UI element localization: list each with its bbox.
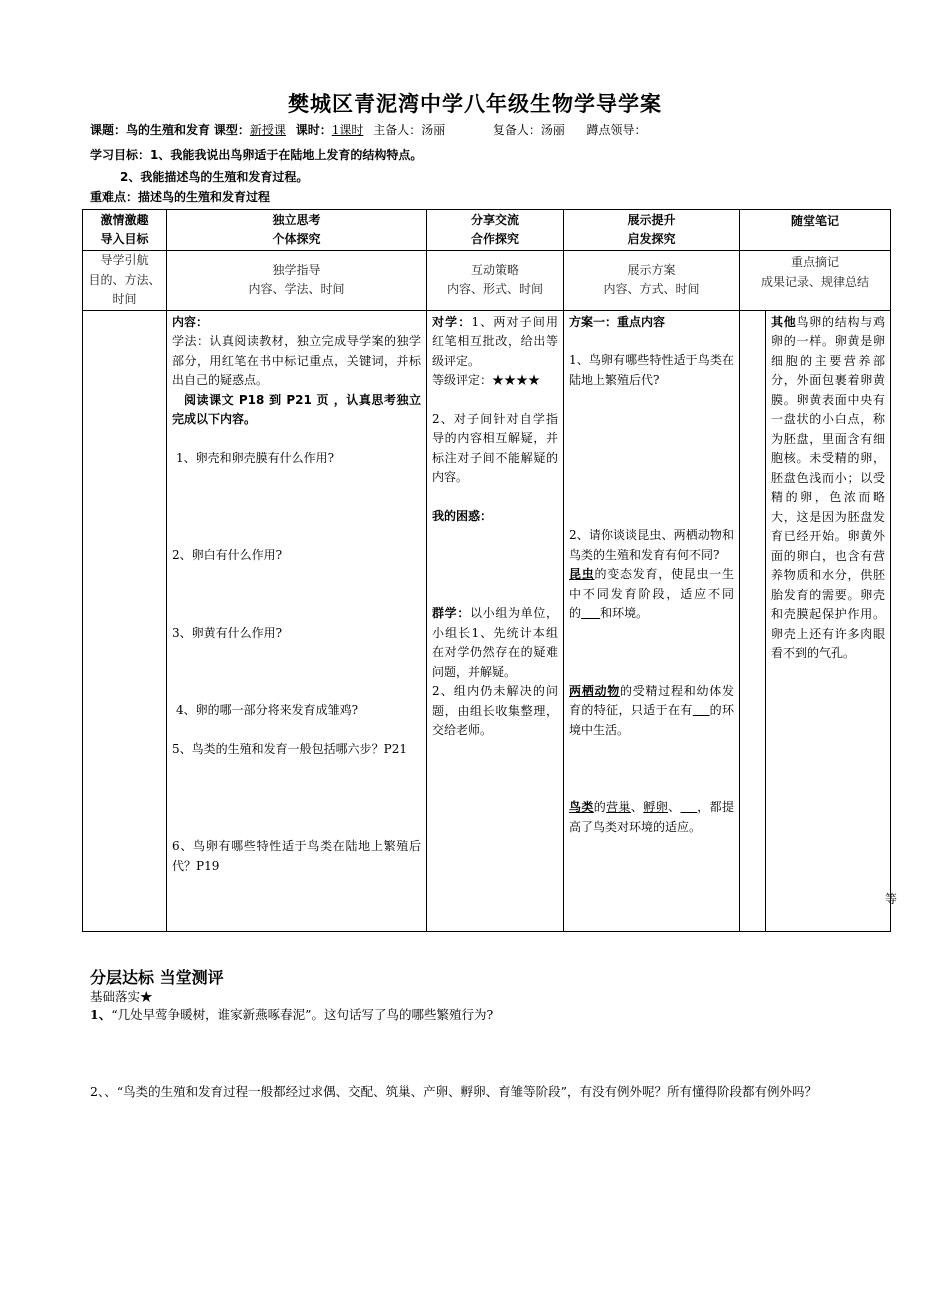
reviewer: 复备人：汤丽 (492, 123, 565, 137)
my-confusion: 我的困惑： (432, 508, 493, 523)
body-col1 (83, 310, 167, 931)
assessment-question-2: 2、、“鸟类的生殖和发育过程一般都经过求偶、交配、筑巢、产卵、孵卵、育雏等阶段”，有没有例外呢？所有懂得阶段都有例外吗？ (90, 1084, 817, 1099)
lesson-period: 1课时 (331, 123, 364, 137)
key-points: 重难点：描述鸟的生殖和发育过程 (90, 190, 271, 204)
objective-1: 学习目标：1、我能我说出鸟卵适于在陆地上发育的结构特点。 (90, 148, 423, 162)
amphibian-development: 两栖动物的受精过程和幼体发育的特征，只适于在有 的环境中生活。 (569, 683, 734, 737)
body-col4 (564, 310, 740, 931)
header-col2: 独立思考 个体探究 (167, 210, 427, 251)
question-4: 4、卵的哪一部分将来发育成雏鸡? (176, 703, 359, 717)
pair-study: 对学：1、两对子间用红笔相互批改，给出等级评定。 (432, 314, 558, 368)
header-col4: 展示提升 启发探究 (564, 210, 740, 251)
assessment-heading: 分层达标 当堂测评 (90, 968, 224, 987)
preparer: 主备人：汤丽 (373, 123, 446, 137)
grade-rating: 等级评定：★★★★ (432, 373, 541, 387)
topic-label: 课题： (90, 123, 127, 137)
table-subheader-row (83, 251, 891, 311)
insect-development: 昆虫的变态发育，使昆虫一生中不同发育阶段，适应不同的 和环境。 (569, 567, 734, 620)
question-2: 2、卵白有什么作用? (172, 548, 283, 562)
plan-question-2: 2、请你谈谈昆虫、两栖动物和鸟类的生殖和发育有何不同? (569, 528, 734, 562)
page-title: 樊城区青泥湾中学八年级生物学导学案 (288, 92, 662, 116)
subheader-col1: 导学引航 目的、方法、 时间 (83, 251, 167, 311)
question-6: 6、鸟卵有哪些特性适于鸟类在陆地上繁殖后代？P19 (172, 839, 421, 873)
question-1: 1、卵壳和卵壳膜有什么作用? (176, 450, 335, 465)
group-study-2: 2、组内仍未解决的问题，由组长收集整理，交给老师。 (432, 684, 558, 737)
pair-study-2: 2、对子间针对自学指导的内容相互解疑，并标注对子间不能解疑的内容。 (432, 411, 558, 484)
study-method: 学法：认真阅读教材，独立完成导学案的独学部分，用红笔在书中标记重点，关键词，并标出自己的疑惑点。 (172, 334, 421, 387)
body-col3 (427, 310, 564, 931)
other-notes: 其他鸟卵的结构与鸡卵的一样。卵黄是卵细胞的主要营养部分，外面包裹着卵黄膜。卵黄表面中央有一盘状的小白点，称为胚盘，里面含有细胞核。未受精的卵，胚盘色浅而小；以受精的卵，色浓而略大，这是因为胚盘发育已经开始。卵黄外面的卵白，也含有营养物质和水分，供胚胎发育的需要。卵壳和壳膜起保护作用。卵壳上还有许多肉眼看不到的气孔。 (771, 314, 886, 660)
group-study: 群学：以小组为单位，小组长1、先统计本组在对学仍然存在的疑难问题，并解疑。 (432, 606, 558, 679)
plan-question-1: 1、鸟卵有哪些特性适于鸟类在陆地上繁殖后代? (569, 353, 734, 387)
header-col1: 激情激趣 导入目标 (83, 210, 167, 251)
reading-instruction: 阅读课文 P18 到 P21 页 ，认真思考独立完成以下内容。 (172, 392, 421, 426)
topic: 鸟的生殖和发育 (126, 123, 211, 137)
study-table (82, 209, 898, 932)
body-col2 (167, 310, 427, 931)
subheader-col5: 重点摘记 成果记录、规律总结 (740, 251, 891, 311)
subheader-col3: 互动策略 内容、形式、时间 (427, 251, 564, 311)
assessment-level: 基础落实★ (90, 989, 153, 1004)
type-label: 课型： (213, 123, 250, 137)
plan-title: 方案一：重点内容 (569, 314, 666, 329)
period-label: 课时： (295, 123, 332, 137)
lesson-meta (90, 121, 647, 138)
leader: 蹲点领导： (586, 123, 647, 137)
header-col3: 分享交流 合作探究 (427, 210, 564, 251)
assessment-question-1: 1、“几处早莺争暖树，谁家新燕啄春泥”。这句话写了鸟的哪些繁殖行为? (90, 1007, 494, 1022)
content-label: 内容： (172, 314, 209, 329)
question-3: 3、卵黄有什么作用? (172, 625, 283, 640)
objective-2: 2、我能描述鸟的生殖和发育过程。 (120, 170, 309, 184)
bird-development: 鸟类的营巢、孵卵、 ，都提高了鸟类对环境的适应。 (569, 800, 734, 834)
body-col5-blank (740, 310, 766, 931)
body-col6 (766, 310, 898, 931)
subheader-col4: 展示方案 内容、方式、时间 (564, 251, 740, 311)
subheader-col2: 独学指导 内容、学法、时间 (167, 251, 427, 311)
table-header-row (83, 210, 891, 251)
table-body-row (83, 310, 891, 931)
question-5: 5、鸟类的生殖和发育一般包括哪六步？P21 (172, 741, 407, 756)
lesson-type: 新授课 (249, 123, 286, 137)
etc-mark: 等 (885, 891, 898, 906)
header-col5: 随堂笔记 (740, 210, 891, 251)
